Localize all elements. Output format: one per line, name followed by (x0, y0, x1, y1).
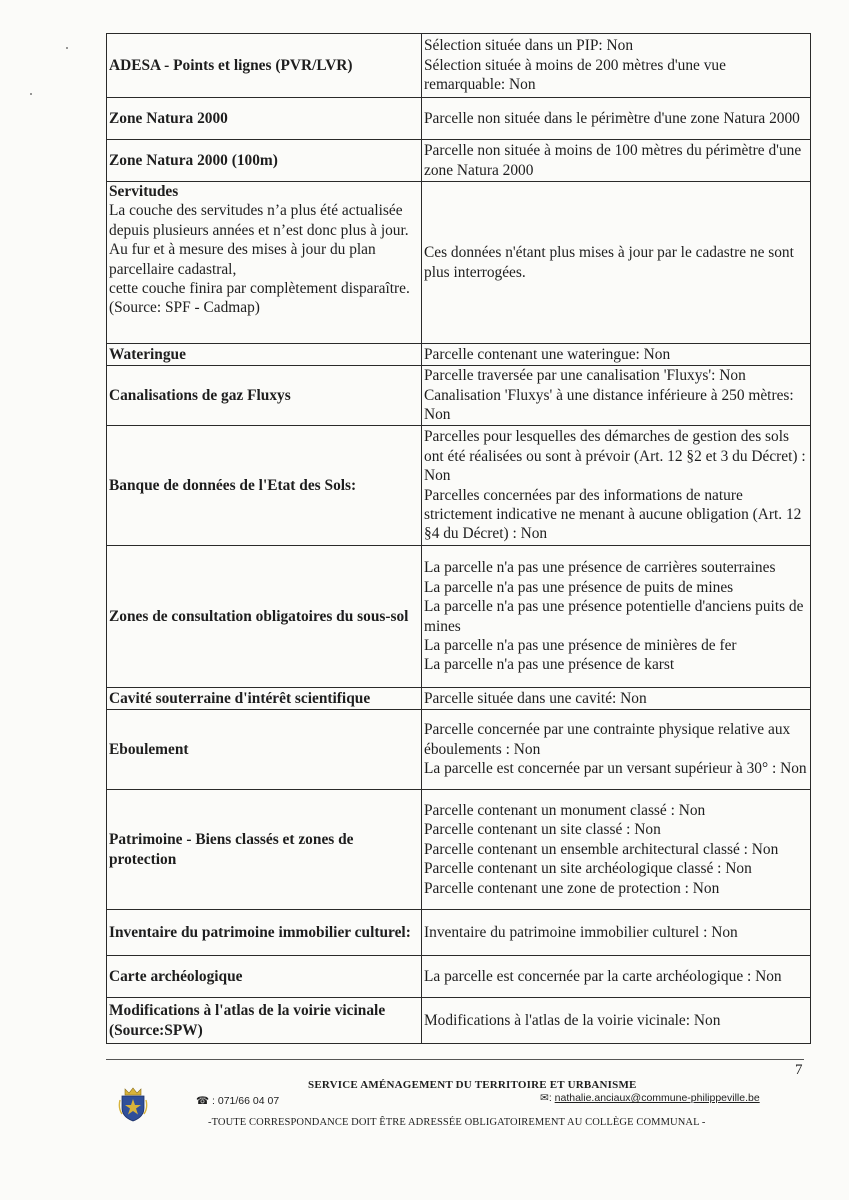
table-row (107, 426, 811, 546)
footer-divider (106, 1059, 804, 1060)
row-value: Parcelle contenant une wateringue: Non (422, 344, 811, 366)
row-label: Eboulement (107, 710, 422, 790)
correspondence-notice: -TOUTE CORRESPONDANCE DOIT ÊTRE ADRESSÉE OBLIGATOIREMENT AU COLLÈGE COMMUNAL - (208, 1117, 706, 1128)
row-label: Servitudes La couche des servitudes n’a plus été actualisée depuis plusieurs années et n’est donc plus à jour. Au fur et à mesure des mises à jour du plan parcellaire cadastral, cette couche finira par complètement disparaître.(Source: SPF - Cadmap) (107, 182, 422, 344)
row-value: Parcelle concernée par une contrainte physique relative aux éboulements : Non La parcelle est concernée par un versant supérieur à 30° : Non (422, 710, 811, 790)
table-row (107, 688, 811, 710)
row-value: La parcelle n'a pas une présence de carrières souterraines La parcelle n'a pas une présence de puits de mines La parcelle n'a pas une présence potentielle d'anciens puits de mines La parcelle n'a pas une présence de minières de fer La parcelle n'a pas une présence de karst (422, 546, 811, 688)
table-row (107, 710, 811, 790)
row-label: Zone Natura 2000 (107, 98, 422, 140)
page-number: 7 (795, 1062, 803, 1078)
parcel-info-table (106, 33, 811, 1044)
row-value: Modifications à l'atlas de la voirie vicinale: Non (422, 998, 811, 1044)
row-label: ADESA - Points et lignes (PVR/LVR) (107, 34, 422, 98)
row-label: Cavité souterraine d'intérêt scientifique (107, 688, 422, 710)
row-label: Zones de consultation obligatoires du sous-sol (107, 546, 422, 688)
row-value: Sélection située dans un PIP: Non Sélection située à moins de 200 mètres d'une vue remarquable: Non (422, 34, 811, 98)
row-label: Canalisations de gaz Fluxys (107, 366, 422, 426)
table-row (107, 366, 811, 426)
table-row (107, 34, 811, 98)
row-value: La parcelle est concernée par la carte archéologique : Non (422, 956, 811, 998)
table-row (107, 98, 811, 140)
email-contact: ✉: nathalie.anciaux@commune-philippeville.be (540, 1092, 760, 1104)
telephone-icon: ☎ (196, 1095, 210, 1107)
table-row (107, 910, 811, 956)
service-title: SERVICE AMÉNAGEMENT DU TERRITOIRE ET URBANISME (308, 1079, 637, 1091)
row-value: Ces données n'étant plus mises à jour par le cadastre ne sont plus interrogées. (422, 182, 811, 344)
row-value: Parcelles pour lesquelles des démarches de gestion des sols ont été réalisées ou sont à prévoir (Art. 12 §2 et 3 du Décret) : Non Parcelles concernées par des informations de nature strictement indicative ne menant à aucune obligation (Art. 12 §4 du Décret) : Non (422, 426, 811, 546)
table-row (107, 182, 811, 344)
envelope-icon: ✉ (540, 1092, 549, 1104)
row-value: Parcelle non située à moins de 100 mètres du périmètre d'une zone Natura 2000 (422, 140, 811, 182)
row-label: Carte archéologique (107, 956, 422, 998)
row-label: Wateringue (107, 344, 422, 366)
row-value: Parcelle traversée par une canalisation 'Fluxys': Non Canalisation 'Fluxys' à une distance inférieure à 250 mètres: Non (422, 366, 811, 426)
row-label: Patrimoine - Biens classés et zones de protection (107, 790, 422, 910)
table-row (107, 546, 811, 688)
row-label: Banque de données de l'Etat des Sols: (107, 426, 422, 546)
email-link[interactable]: nathalie.anciaux@commune-philippeville.be (554, 1092, 760, 1104)
row-value: Parcelle contenant un monument classé : Non Parcelle contenant un site classé : Non Parcelle contenant un ensemble architectural classé : Non Parcelle contenant un site archéologique classé : Non Parcelle contenant une zone de protection : Non (422, 790, 811, 910)
table-row (107, 790, 811, 910)
phone-number: : 071/66 04 07 (212, 1095, 280, 1107)
table-row (107, 956, 811, 998)
row-label: Zone Natura 2000 (100m) (107, 140, 422, 182)
servitudes-note: La couche des servitudes n’a plus été actualisée depuis plusieurs années et n’est donc plus à jour. (109, 202, 409, 239)
row-label: Inventaire du patrimoine immobilier culturel: (107, 910, 422, 956)
row-label: Modifications à l'atlas de la voirie vicinale (Source:SPW) (107, 998, 422, 1044)
row-value: Inventaire du patrimoine immobilier culturel : Non (422, 910, 811, 956)
phone-contact (196, 1095, 279, 1107)
table-row (107, 140, 811, 182)
commune-crest-logo (118, 1086, 148, 1122)
row-value: Parcelle non située dans le périmètre d'une zone Natura 2000 (422, 98, 811, 140)
table-row (107, 344, 811, 366)
row-value: Parcelle située dans une cavité: Non (422, 688, 811, 710)
table-row (107, 998, 811, 1044)
